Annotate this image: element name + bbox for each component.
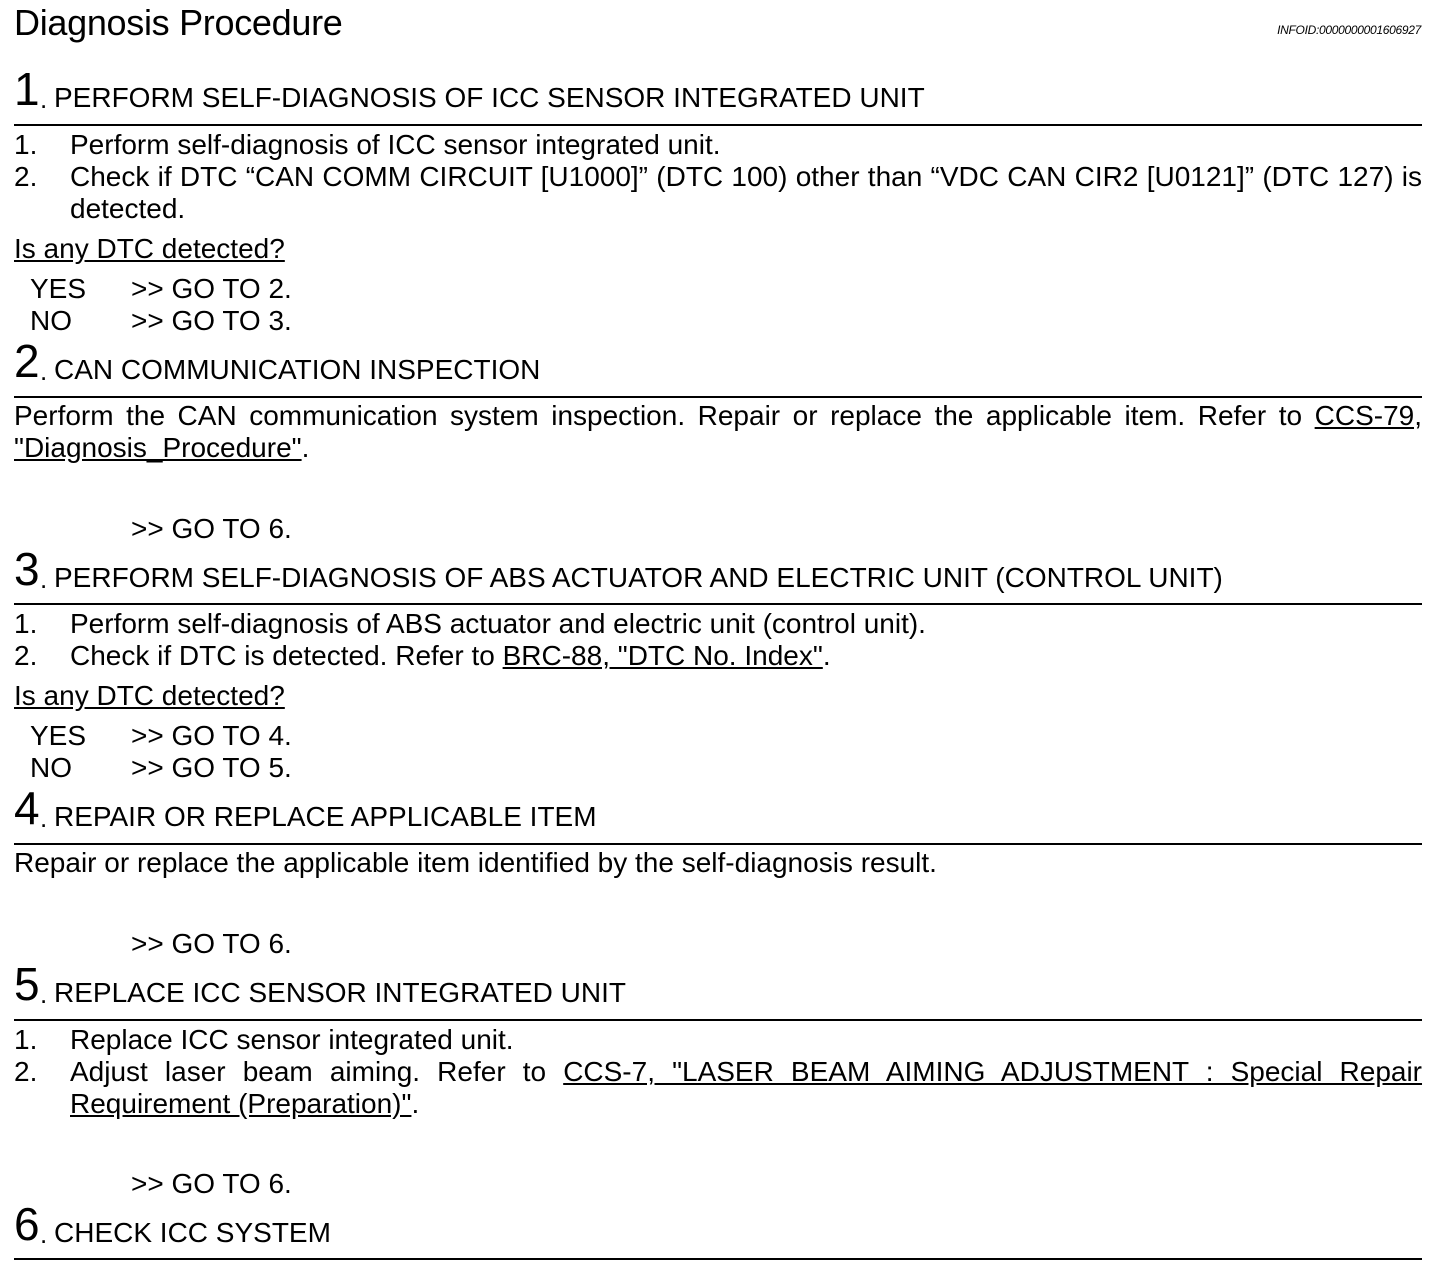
list-number: 2. [14,161,38,192]
go-to-action: >> GO TO 6. [131,928,292,959]
step-6-divider [14,1258,1422,1260]
list-text [70,640,1422,672]
step-title: PERFORM SELF-DIAGNOSIS OF ICC SENSOR INTEGRATED UNIT [54,82,925,113]
answer-no-action: >> GO TO 3. [131,305,292,336]
step-number-dot: . [40,356,48,386]
info-id: INFOID:0000000001606927 [1277,23,1421,37]
step-4-text: Repair or replace the applicable item identified by the self-diagnosis result. [14,847,937,878]
list-text: Check if DTC “CAN COMM CIRCUIT [U1000]” (DTC 100) other than “VDC CAN CIR2 [U0121]” (DTC 127) is detected. [70,161,1422,224]
step-title: CAN COMMUNICATION INSPECTION [54,354,541,385]
list-text: Perform self-diagnosis of ICC sensor integrated unit. [70,129,721,160]
step-number: 2 [14,335,40,387]
reference-link[interactable]: CCS-79, "Diagnosis_Procedure" [14,400,1422,463]
list-text-start: Adjust laser beam aiming. Refer to [70,1056,564,1087]
step-number-dot: . [40,1219,48,1249]
answer-yes-label: YES [30,273,87,304]
step-title: REPLACE ICC SENSOR INTEGRATED UNIT [54,977,627,1008]
question: Is any DTC detected? [14,233,285,264]
page-title: Diagnosis Procedure [14,2,343,43]
step-number: 6 [14,1198,40,1250]
list-text-start: Check if DTC is detected. Refer to [70,640,503,671]
answer-yes-action: >> GO TO 2. [131,273,292,304]
step-3-divider [14,603,1422,605]
list-number: 1. [14,608,38,639]
step-number-dot: . [40,84,48,114]
go-to-action: >> GO TO 6. [131,1168,292,1199]
list-number: 1. [14,129,38,160]
step-2-text [14,400,1422,464]
step-5-divider [14,1019,1422,1021]
reference-link[interactable]: CCS-7, "LASER BEAM AIMING ADJUSTMENT : Special Repair Requirement (Preparation)" [70,1056,1423,1119]
step-title: REPAIR OR REPLACE APPLICABLE ITEM [54,801,597,832]
step-number-dot: . [40,803,48,833]
question: Is any DTC detected? [14,680,285,711]
answer-no-label: NO [30,305,72,336]
reference-link[interactable]: BRC-88, "DTC No. Index" [502,640,823,671]
list-text-end: . [822,640,831,671]
step-title: CHECK ICC SYSTEM [54,1217,331,1248]
step-number: 3 [14,543,40,595]
step-number: 1 [14,63,40,115]
step-number: 4 [14,782,40,834]
list-number: 2. [14,640,38,671]
answer-yes-label: YES [30,720,87,751]
list-text: Replace ICC sensor integrated unit. [70,1024,514,1055]
step-1-divider [14,124,1422,126]
step-number-dot: . [40,979,48,1009]
go-to-action: >> GO TO 6. [131,513,292,544]
step-number-dot: . [40,564,48,594]
answer-yes-action: >> GO TO 4. [131,720,292,751]
list-number: 2. [14,1056,38,1087]
list-text [70,1056,1422,1120]
paragraph-text-end: . [301,432,310,463]
step-2-divider [14,396,1422,398]
list-text: Perform self-diagnosis of ABS actuator and electric unit (control unit). [70,608,926,639]
answer-no-label: NO [30,752,72,783]
paragraph-text: Perform the CAN communication system inspection. Repair or replace the applicable item. Refer to [14,400,1315,431]
answer-no-action: >> GO TO 5. [131,752,292,783]
step-4-divider [14,843,1422,845]
list-text-end: . [411,1088,420,1119]
step-number: 5 [14,958,40,1010]
step-title: PERFORM SELF-DIAGNOSIS OF ABS ACTUATOR AND ELECTRIC UNIT (CONTROL UNIT) [54,562,1223,593]
list-number: 1. [14,1024,38,1055]
